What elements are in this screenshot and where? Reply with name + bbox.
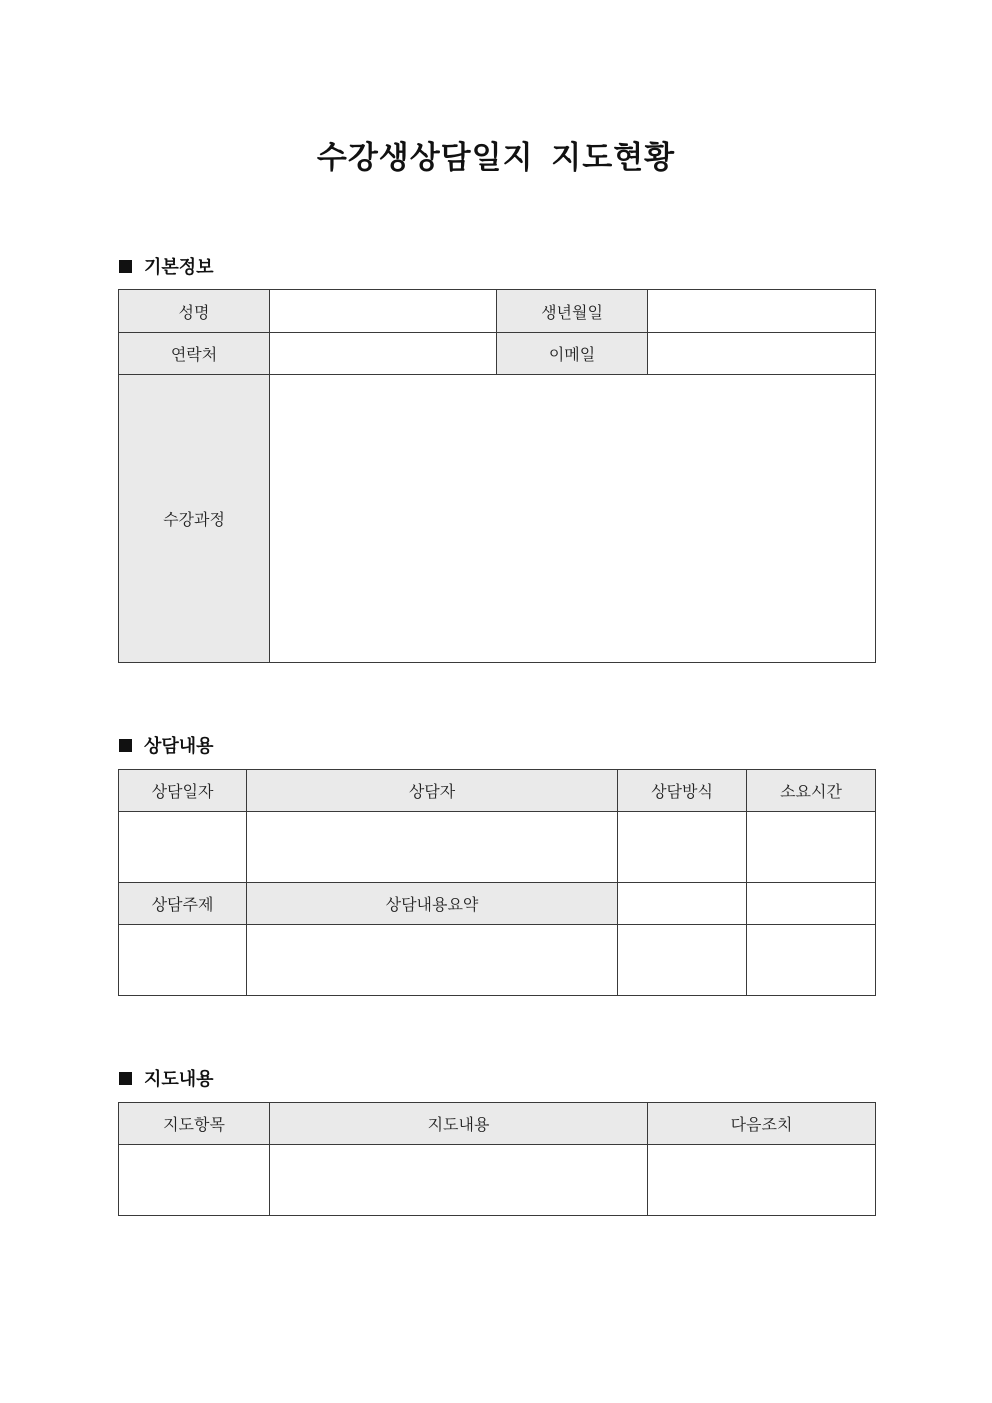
table-row <box>119 1145 876 1216</box>
counsel-date-field[interactable] <box>119 812 247 883</box>
blank-cell[interactable] <box>747 925 876 996</box>
counsel-topic-label: 상담주제 <box>119 883 247 925</box>
section-heading-label: 기본정보 <box>144 257 214 278</box>
table-row <box>119 812 876 883</box>
guidance-table <box>118 1102 876 1216</box>
birth-date-label: 생년월일 <box>497 290 648 333</box>
square-bullet-icon <box>119 739 132 752</box>
guidance-content-label: 지도내용 <box>270 1103 648 1145</box>
table-row <box>119 375 876 663</box>
next-action-field[interactable] <box>648 1145 876 1216</box>
blank-cell[interactable] <box>747 883 876 925</box>
square-bullet-icon <box>119 260 132 273</box>
section-heading-counseling <box>119 732 214 758</box>
section-heading-guidance <box>119 1065 214 1091</box>
counsel-summary-field[interactable] <box>247 925 618 996</box>
course-label: 수강과정 <box>119 375 270 663</box>
table-row <box>119 290 876 333</box>
name-label: 성명 <box>119 290 270 333</box>
table-row <box>119 883 876 925</box>
section-heading-label: 지도내용 <box>144 1069 214 1090</box>
blank-cell[interactable] <box>618 883 747 925</box>
table-row <box>119 770 876 812</box>
birth-date-field[interactable] <box>648 290 876 333</box>
email-label: 이메일 <box>497 333 648 375</box>
counsel-method-field[interactable] <box>618 812 747 883</box>
table-row <box>119 1103 876 1145</box>
counseling-table <box>118 769 876 996</box>
counsel-method-label: 상담방식 <box>618 770 747 812</box>
counsel-summary-label: 상담내용요약 <box>247 883 618 925</box>
counsel-topic-field[interactable] <box>119 925 247 996</box>
blank-cell[interactable] <box>618 925 747 996</box>
counsel-date-label: 상담일자 <box>119 770 247 812</box>
course-field[interactable] <box>270 375 876 663</box>
contact-field[interactable] <box>270 333 497 375</box>
name-field[interactable] <box>270 290 497 333</box>
square-bullet-icon <box>119 1072 132 1085</box>
next-action-label: 다음조치 <box>648 1103 876 1145</box>
section-heading-label: 상담내용 <box>144 736 214 757</box>
document-title: 수강생상담일지 지도현황 <box>316 140 676 176</box>
guidance-item-label: 지도항목 <box>119 1103 270 1145</box>
basic-info-table <box>118 289 876 663</box>
guidance-content-field[interactable] <box>270 1145 648 1216</box>
duration-field[interactable] <box>747 812 876 883</box>
email-field[interactable] <box>648 333 876 375</box>
table-row <box>119 333 876 375</box>
section-heading-basic-info <box>119 253 214 279</box>
guidance-item-field[interactable] <box>119 1145 270 1216</box>
counselor-label: 상담자 <box>247 770 618 812</box>
counselor-field[interactable] <box>247 812 618 883</box>
duration-label: 소요시간 <box>747 770 876 812</box>
contact-label: 연락처 <box>119 333 270 375</box>
table-row <box>119 925 876 996</box>
